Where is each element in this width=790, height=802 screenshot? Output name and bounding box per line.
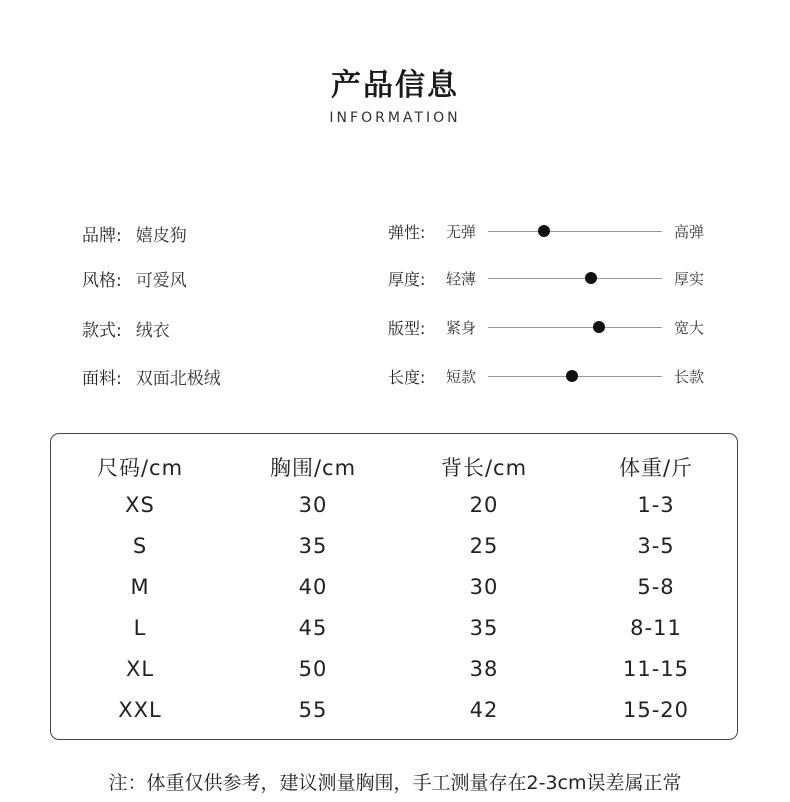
slider-track [488, 231, 662, 232]
slider-high-label: 高弹 [674, 223, 705, 241]
table-header-cell: 胸围/cm [269, 456, 357, 480]
table-cell: M [130, 575, 150, 599]
attribute-value: 绒衣 [135, 321, 170, 341]
table-cell: 38 [469, 657, 499, 681]
table-cell: 25 [469, 534, 499, 558]
attribute-type [82, 316, 170, 341]
table-cell: 8-11 [630, 616, 682, 640]
table-cell: L [133, 616, 147, 640]
table-cell: XL [125, 657, 155, 681]
page-subtitle: INFORMATION [329, 110, 461, 126]
slider-low-label: 短款 [446, 368, 477, 386]
attribute-style [82, 266, 187, 291]
table-cell: 50 [298, 657, 328, 681]
table-header-cell: 尺码/cm [96, 456, 184, 480]
attribute-value: 嬉皮狗 [135, 226, 187, 246]
slider-elasticity [388, 220, 718, 244]
table-cell: XS [125, 493, 155, 517]
table-header-cell: 背长/cm [440, 456, 528, 480]
slider-track [488, 327, 662, 328]
attribute-fabric [82, 364, 221, 389]
slider-indicator [593, 321, 605, 333]
table-cell: 3-5 [637, 534, 675, 558]
attribute-value: 可爱风 [135, 271, 187, 291]
table-cell: 11-15 [622, 657, 690, 681]
table-cell: 5-8 [637, 575, 675, 599]
slider-thickness [388, 267, 718, 291]
table-cell: 35 [298, 534, 328, 558]
slider-high-label: 厚实 [674, 270, 705, 288]
footnote: 注：体重仅供参考，建议测量胸围，手工测量存在2-3cm误差属正常 [108, 772, 682, 794]
table-cell: XXL [118, 698, 162, 722]
slider-indicator [585, 272, 597, 284]
table-cell: 40 [298, 575, 328, 599]
table-cell: 30 [469, 575, 499, 599]
table-cell: 20 [469, 493, 499, 517]
slider-low-label: 轻薄 [446, 270, 477, 288]
attribute-key: 风格: [82, 271, 122, 291]
table-cell: 1-3 [637, 493, 675, 517]
slider-low-label: 紧身 [446, 319, 477, 337]
slider-label: 长度: [388, 368, 426, 387]
attribute-key: 品牌: [82, 226, 122, 246]
slider-indicator [566, 370, 578, 382]
table-header-cell: 体重/斤 [618, 456, 694, 480]
slider-high-label: 长款 [674, 368, 705, 386]
slider-indicator [538, 225, 550, 237]
slider-label: 版型: [388, 319, 426, 338]
slider-high-label: 宽大 [674, 319, 705, 337]
slider-fit [388, 316, 718, 340]
table-cell: 55 [298, 698, 328, 722]
attribute-key: 款式: [82, 321, 122, 341]
slider-low-label: 无弹 [446, 223, 477, 241]
attribute-value: 双面北极绒 [135, 369, 221, 389]
slider-label: 弹性: [388, 223, 426, 242]
attribute-brand [82, 221, 187, 246]
slider-label: 厚度: [388, 270, 426, 289]
page-title: 产品信息 [331, 68, 459, 103]
slider-track [488, 278, 662, 279]
table-cell: 15-20 [622, 698, 690, 722]
table-cell: S [132, 534, 148, 558]
attribute-key: 面料: [82, 369, 122, 389]
table-cell: 45 [298, 616, 328, 640]
table-cell: 35 [469, 616, 499, 640]
slider-length [388, 365, 718, 389]
table-cell: 30 [298, 493, 328, 517]
table-cell: 42 [469, 698, 499, 722]
